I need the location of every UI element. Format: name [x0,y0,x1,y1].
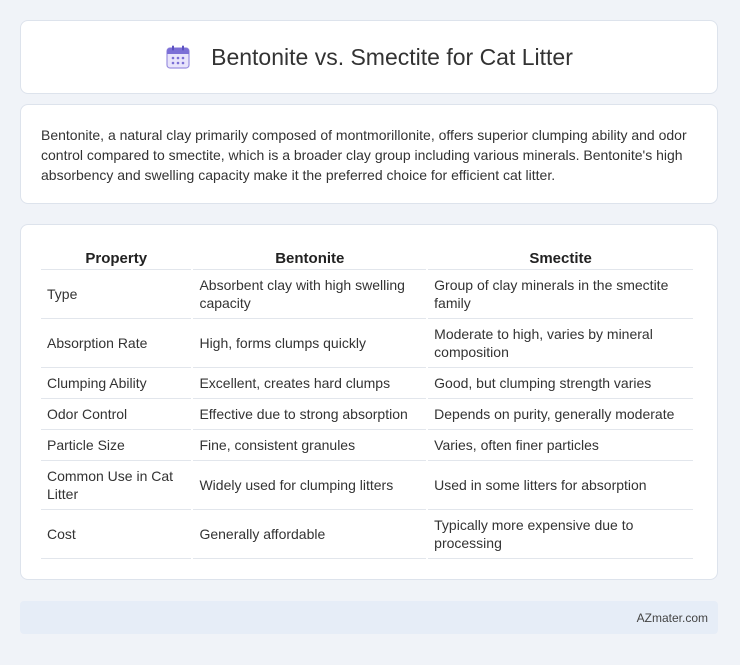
bentonite-cell: Generally affordable [193,510,426,559]
property-cell: Particle Size [41,430,191,461]
comparison-card [20,224,718,580]
smectite-cell: Depends on purity, generally moderate [428,399,693,430]
bentonite-cell: Absorbent clay with high swelling capacity [193,270,426,319]
bentonite-cell: Excellent, creates hard clumps [193,368,426,399]
title-wrap [165,44,573,71]
header-property: Property [41,245,191,270]
table-row [41,270,693,319]
header-smectite: Smectite [428,245,693,270]
table-row [41,510,693,559]
bentonite-cell: High, forms clumps quickly [193,319,426,368]
property-cell: Type [41,270,191,319]
smectite-cell: Varies, often finer particles [428,430,693,461]
smectite-cell: Group of clay minerals in the smectite family [428,270,693,319]
table-row [41,430,693,461]
header-bentonite: Bentonite [193,245,426,270]
bentonite-cell: Effective due to strong absorption [193,399,426,430]
bentonite-cell: Fine, consistent granules [193,430,426,461]
property-cell: Common Use in Cat Litter [41,461,191,510]
footer-brand: AZmater.com [636,610,708,625]
property-cell: Absorption Rate [41,319,191,368]
smectite-cell: Used in some litters for absorption [428,461,693,510]
smectite-cell: Good, but clumping strength varies [428,368,693,399]
property-cell: Clumping Ability [41,368,191,399]
intro-card [20,104,718,204]
page-title: Bentonite vs. Smectite for Cat Litter [211,43,573,70]
property-cell: Cost [41,510,191,559]
table-row [41,461,693,510]
smectite-cell: Moderate to high, varies by mineral composition [428,319,693,368]
calendar-icon [165,44,191,70]
title-card [20,20,718,94]
intro-paragraph: Bentonite, a natural clay primarily composed of montmorillonite, offers superior clumping ability and odor control compared to smectite, which is a broader clay group including various minerals. Bentonite's high absorbency and swelling capacity make it the preferred choice for efficient cat litter. [41,127,687,183]
table-header-row [41,245,693,270]
footer-bar [20,601,718,634]
comparison-table [39,245,695,559]
smectite-cell: Typically more expensive due to processing [428,510,693,559]
table-row [41,368,693,399]
property-cell: Odor Control [41,399,191,430]
table-row [41,319,693,368]
table-row [41,399,693,430]
bentonite-cell: Widely used for clumping litters [193,461,426,510]
